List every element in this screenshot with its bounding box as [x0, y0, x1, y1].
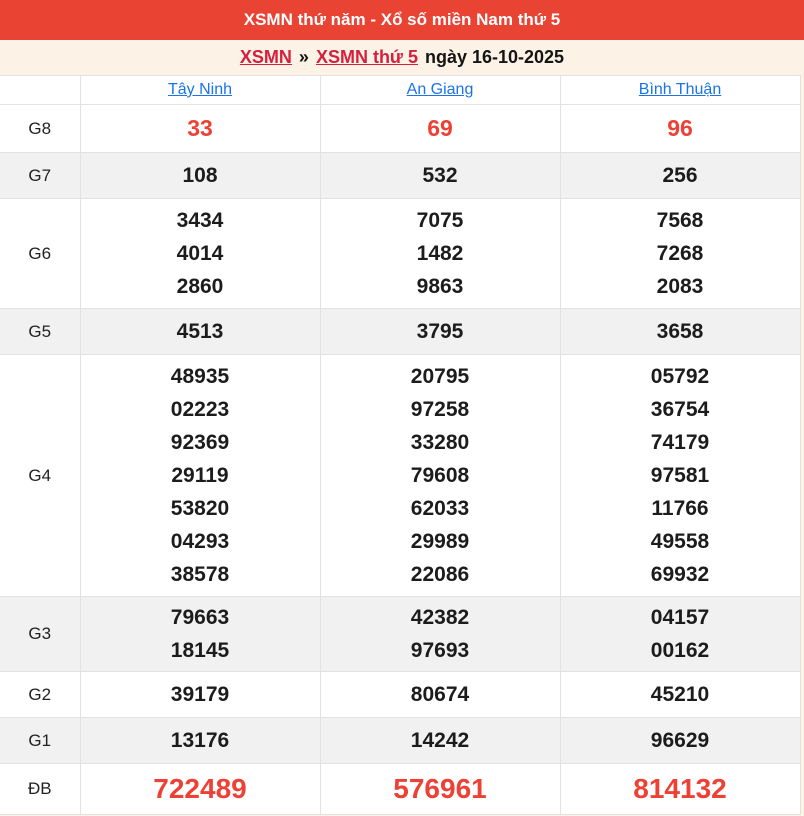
prize-row-g3 — [0, 597, 800, 672]
prize-row-g7 — [0, 153, 800, 199]
breadcrumb-link-xsmn[interactable]: XSMN — [239, 47, 292, 67]
result-cell-g8-3 — [560, 105, 800, 153]
result-cell-g4-2 — [320, 355, 560, 597]
result-number: 97258 — [410, 398, 470, 421]
prize-label-text: G5 — [28, 321, 52, 341]
result-number: 7075 — [416, 209, 464, 232]
result-number: 79608 — [410, 464, 470, 487]
result-number: 42382 — [410, 606, 470, 629]
result-number: 2860 — [176, 275, 224, 298]
result-number: 11766 — [651, 497, 709, 520]
result-number: 576961 — [393, 773, 487, 804]
prize-label-text: G6 — [28, 243, 52, 263]
result-number: 3658 — [656, 320, 704, 343]
prize-label-g5 — [0, 309, 80, 355]
prize-label-text: G8 — [28, 118, 52, 138]
result-number: 29989 — [410, 530, 470, 553]
result-cell-g1-2 — [320, 718, 560, 764]
result-number: 18145 — [170, 639, 230, 662]
prize-row-g4 — [0, 355, 800, 597]
prize-row-db — [0, 764, 800, 815]
result-number: 80674 — [410, 683, 470, 706]
province-link-3[interactable]: Bình Thuận — [638, 81, 722, 98]
prize-row-g6 — [0, 199, 800, 309]
prize-label-text: G3 — [28, 624, 52, 643]
result-number: 256 — [662, 164, 698, 187]
result-number: 36754 — [650, 398, 710, 421]
prize-row-g1 — [0, 718, 800, 764]
result-number: 1482 — [416, 242, 464, 265]
province-header-row — [0, 76, 800, 105]
result-number: 74179 — [650, 431, 710, 454]
result-cell-g6-2 — [320, 199, 560, 309]
result-cell-g8-1 — [80, 105, 320, 153]
result-number: 7268 — [656, 242, 704, 265]
province-header-cell — [80, 76, 320, 105]
prize-label-g3 — [0, 597, 80, 672]
result-number: 00162 — [650, 639, 710, 662]
result-number: 69 — [427, 115, 453, 141]
result-number: 97581 — [650, 464, 710, 487]
prize-row-g2 — [0, 672, 800, 718]
corner-cell — [0, 76, 80, 105]
prize-label-db — [0, 764, 80, 815]
result-number: 04157 — [650, 606, 710, 629]
prize-label-text: ĐB — [27, 779, 52, 798]
prize-row-g5 — [0, 309, 800, 355]
result-number: 96 — [667, 115, 693, 141]
prize-label-g6 — [0, 199, 80, 309]
result-number: 48935 — [170, 365, 230, 388]
province-header-cell — [320, 76, 560, 105]
result-cell-g6-1 — [80, 199, 320, 309]
result-number: 13176 — [170, 729, 230, 752]
breadcrumb-separator: » — [298, 47, 309, 67]
result-number: 532 — [422, 164, 458, 187]
result-number: 722489 — [153, 773, 247, 804]
result-cell-g3-2 — [320, 597, 560, 672]
prize-label-g8 — [0, 105, 80, 153]
result-number: 05792 — [650, 365, 710, 388]
result-cell-g5-1 — [80, 309, 320, 355]
result-number: 7568 — [656, 209, 704, 232]
result-cell-g4-1 — [80, 355, 320, 597]
title-bar — [0, 0, 804, 40]
prize-label-g4 — [0, 355, 80, 597]
province-link-2[interactable]: An Giang — [406, 81, 474, 98]
result-cell-db-3 — [560, 764, 800, 815]
result-cell-db-2 — [320, 764, 560, 815]
page-title: XSMN thứ năm - Xổ số miền Nam thứ 5 — [243, 10, 561, 29]
result-number: 3795 — [416, 320, 464, 343]
result-number: 33280 — [410, 431, 470, 454]
prize-label-g1 — [0, 718, 80, 764]
result-number: 14242 — [410, 729, 470, 752]
result-number: 79663 — [170, 606, 230, 629]
prize-row-g8 — [0, 105, 800, 153]
result-cell-g8-2 — [320, 105, 560, 153]
breadcrumb-link-xsmn-thu-5[interactable]: XSMN thứ 5 — [315, 47, 418, 67]
result-number: 22086 — [410, 563, 470, 586]
result-number: 45210 — [650, 683, 710, 706]
breadcrumb — [0, 40, 804, 75]
result-cell-g5-3 — [560, 309, 800, 355]
result-number: 29119 — [171, 464, 229, 487]
prize-label-text: G4 — [28, 465, 52, 485]
result-cell-g6-3 — [560, 199, 800, 309]
result-number: 53820 — [170, 497, 230, 520]
result-cell-g1-3 — [560, 718, 800, 764]
result-number: 96629 — [650, 729, 710, 752]
result-number: 92369 — [170, 431, 230, 454]
result-cell-g2-1 — [80, 672, 320, 718]
prize-label-text: G2 — [28, 684, 52, 704]
result-number: 4513 — [176, 320, 224, 343]
result-number: 49558 — [650, 530, 710, 553]
prize-label-g2 — [0, 672, 80, 718]
result-cell-g3-1 — [80, 597, 320, 672]
result-cell-g7-3 — [560, 153, 800, 199]
result-cell-g7-1 — [80, 153, 320, 199]
result-number: 04293 — [170, 530, 230, 553]
result-number: 33 — [187, 115, 213, 141]
result-number: 62033 — [410, 497, 470, 520]
prize-label-g7 — [0, 153, 80, 199]
results-table-body — [0, 76, 800, 815]
result-number: 20795 — [410, 365, 470, 388]
result-cell-g2-2 — [320, 672, 560, 718]
result-cell-g3-3 — [560, 597, 800, 672]
result-cell-g4-3 — [560, 355, 800, 597]
result-number: 108 — [182, 164, 218, 187]
breadcrumb-date: ngày 16-10-2025 — [424, 47, 565, 67]
result-number: 38578 — [170, 563, 230, 586]
result-number: 02223 — [170, 398, 230, 421]
result-number: 39179 — [170, 683, 230, 706]
result-number: 69932 — [650, 563, 710, 586]
result-cell-g2-3 — [560, 672, 800, 718]
province-link-1[interactable]: Tây Ninh — [167, 81, 233, 98]
prize-label-text: G7 — [28, 165, 52, 185]
result-cell-g5-2 — [320, 309, 560, 355]
result-number: 814132 — [633, 773, 727, 804]
province-header-cell — [560, 76, 800, 105]
result-number: 97693 — [410, 639, 470, 662]
results-table — [0, 75, 801, 815]
result-number: 9863 — [416, 275, 464, 298]
result-number: 3434 — [176, 209, 224, 232]
result-number: 2083 — [656, 275, 704, 298]
result-cell-db-1 — [80, 764, 320, 815]
prize-label-text: G1 — [28, 730, 52, 750]
result-number: 4014 — [176, 242, 224, 265]
result-cell-g1-1 — [80, 718, 320, 764]
result-cell-g7-2 — [320, 153, 560, 199]
